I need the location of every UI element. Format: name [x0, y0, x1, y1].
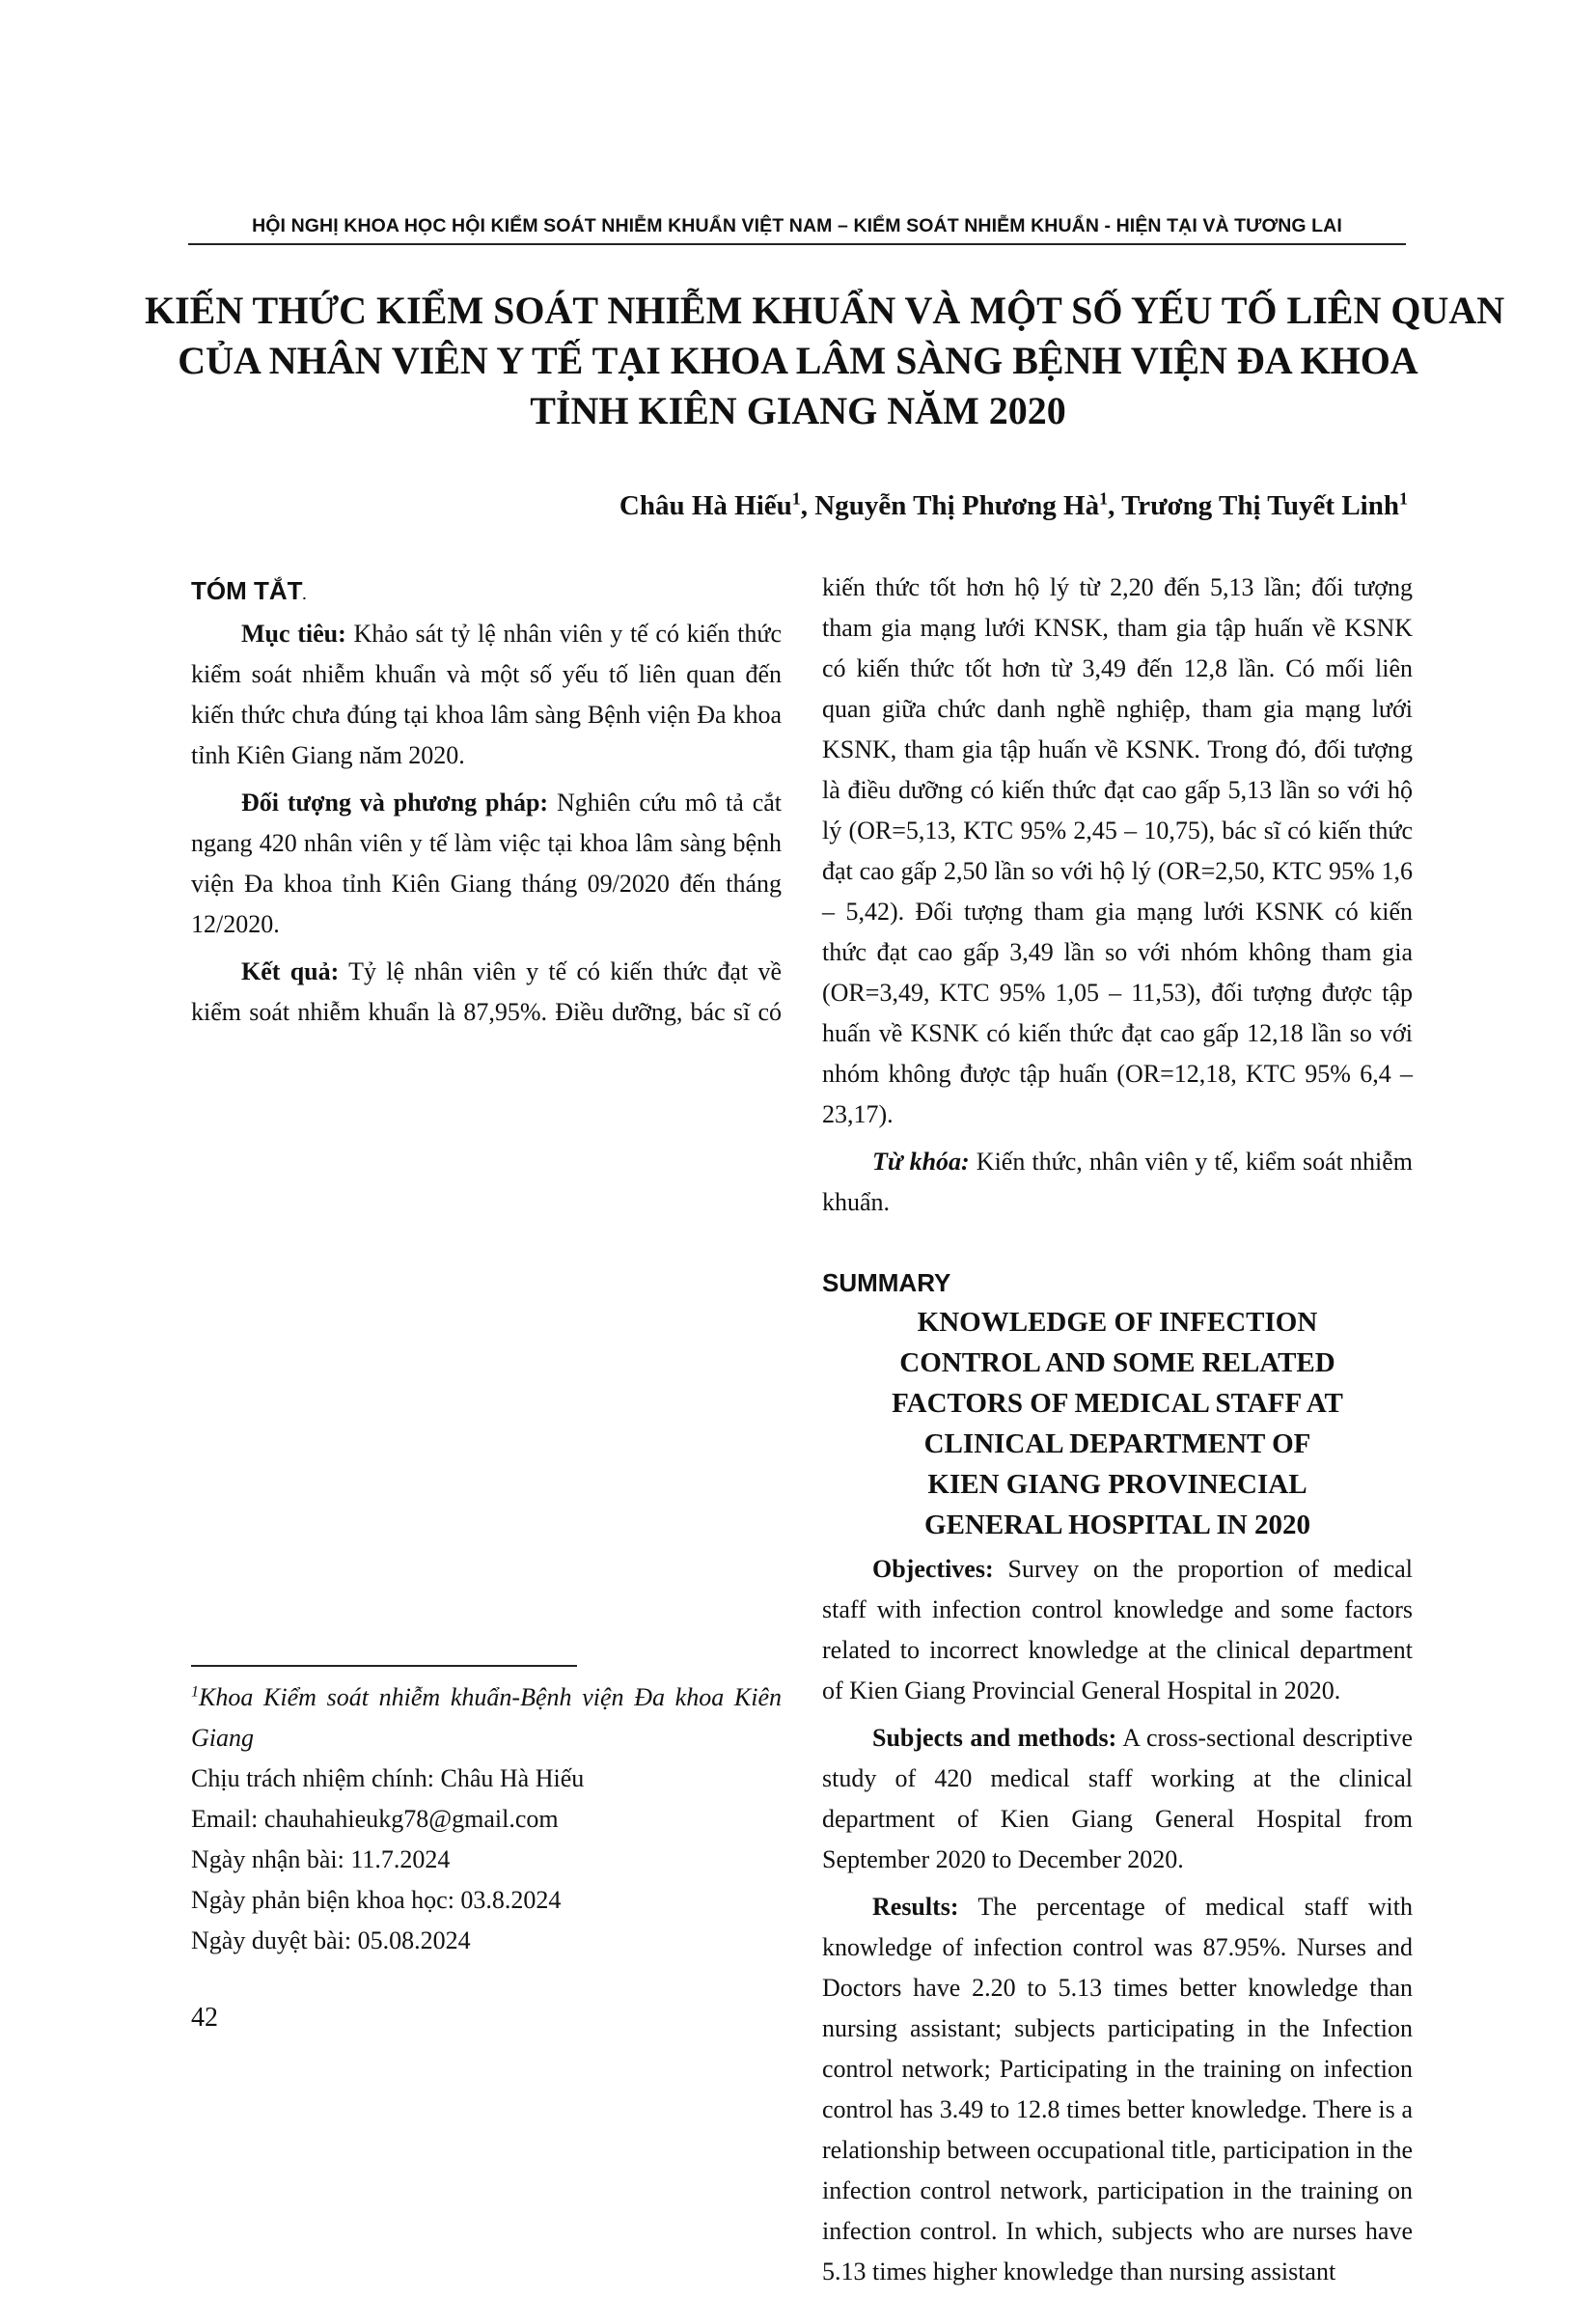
abstract-en-methods [822, 1718, 1413, 1880]
author-affiliation-mark: 1 [1399, 488, 1408, 509]
english-title-line: KIEN GIANG PROVINECIAL [927, 1469, 1307, 1500]
author-list [619, 490, 1408, 522]
objective-text: Khảo sát tỷ lệ nhân viên y tế có kiến thức kiểm soát nhiễm khuẩn và một số yếu tố liên quan đến kiến thức chưa đúng tại khoa lâm sàng Bệnh viện Đa khoa tỉnh Kiên Giang năm 2020. [191, 620, 782, 769]
abstract-vi-results-continued [822, 568, 1413, 1135]
objective-label: Mục tiêu: [241, 620, 346, 648]
results-en-text: The percentage of medical staff with knowledge of infection control was 87.95%. Nurses and Doctors have 2.20 to 5.13 times better knowledge than nursing assistant; subjects participating in the Infection control network; Participating in the training on infection control has 3.49 to 12.8 times better knowledge. There is a relationship between occupational title, participation in the infection control network, participation in the training on infection control. In which, subjects who are nurses have 5.13 times higher knowledge than nursing assistant [822, 1893, 1413, 2285]
author-affiliation-mark: 1 [791, 488, 801, 509]
summary-heading: SUMMARY [822, 1268, 951, 1297]
affiliation-mark: 1 [191, 1683, 199, 1701]
accepted-date: Ngày duyệt bài: 05.08.2024 [191, 1926, 471, 1954]
abstract-en-objectives [822, 1549, 1413, 1711]
author-separator: , [800, 490, 815, 521]
page-number: 42 [191, 2003, 218, 2033]
received-date: Ngày nhận bài: 11.7.2024 [191, 1845, 451, 1873]
results-en-label: Results: [872, 1893, 959, 1921]
right-column [822, 568, 1413, 2299]
keywords-text: Kiến thức, nhân viên y tế, kiểm soát nhiễm khuẩn. [822, 1148, 1413, 1216]
subjects-methods-label: Subjects and methods: [872, 1724, 1117, 1752]
left-column [191, 568, 782, 1039]
author-separator: , [1108, 490, 1122, 521]
reviewed-date: Ngày phản biện khoa học: 03.8.2024 [191, 1886, 562, 1914]
objectives-text: Survey on the proportion of medical staff with infection control knowledge and some factors related to incorrect knowledge at the clinical department of Kien Giang Provincial General Hospital in 2020. [822, 1555, 1413, 1704]
methods-text: Nghiên cứu mô tả cắt ngang 420 nhân viên y tế làm việc tại khoa lâm sàng bệnh viện Đa khoa tỉnh Kiên Giang tháng 09/2020 đến tháng 12/2020. [191, 789, 782, 938]
results-label: Kết quả: [241, 957, 340, 985]
abstract-vi-objective [191, 614, 782, 776]
corresponding-author: Chịu trách nhiệm chính: Châu Hà Hiếu [191, 1764, 585, 1792]
abstract-vi-heading [191, 573, 782, 612]
title-line: KIẾN THỨC KIỂM SOÁT NHIỄM KHUẨN VÀ MỘT SỐ YẾU TỐ LIÊN QUAN [145, 289, 1505, 332]
article-title [145, 286, 1505, 436]
english-title-line: GENERAL HOSPITAL IN 2020 [924, 1510, 1310, 1540]
author-name: Châu Hà Hiếu [619, 490, 792, 521]
english-title-line: KNOWLEDGE OF INFECTION [917, 1307, 1318, 1338]
footnotes [191, 1677, 782, 1961]
methods-label: Đối tượng và phương pháp: [241, 789, 549, 817]
english-title-line: FACTORS OF MEDICAL STAFF AT [892, 1388, 1343, 1419]
header-rule [188, 243, 1406, 245]
affiliation-note [191, 1677, 782, 1759]
results-text: Tỷ lệ nhân viên y tế có kiến thức đạt về kiểm soát nhiễm khuẩn là 87,95%. Điều dưỡng, bác sĩ có [191, 957, 782, 1026]
email-line: Email: chauhahieukg78@gmail.com [191, 1805, 559, 1833]
english-title-line: CONTROL AND SOME RELATED [899, 1347, 1335, 1378]
abstract-vi-results [191, 952, 782, 1033]
english-title-line: CLINICAL DEPARTMENT OF [923, 1428, 1311, 1459]
english-title [822, 1302, 1413, 1545]
results-continuation-text: kiến thức tốt hơn hộ lý từ 2,20 đến 5,13 lần; đối tượng tham gia mạng lưới KNSK, tham gia tập huấn về KSNK có kiến thức tốt hơn từ 3,49 đến 12,8 lần. Có mối liên quan giữa chức danh nghề nghiệp, tham gia mạng lưới KSNK, tham gia tập huấn về KSNK. Trong đó, đối tượng là điều dưỡng có kiến thức đạt cao gấp 5,13 lần so với hộ lý (OR=5,13, KTC 95% 2,45 – 10,75), bác sĩ có kiến thức đạt cao gấp 2,50 lần so với hộ lý (OR=2,50, KTC 95% 1,6 – 5,42). Đối tượng tham gia mạng lưới KSNK có kiến thức đạt cao gấp 3,49 lần so với nhóm không tham gia (OR=3,49, KTC 95% 1,05 – 11,53), đối tượng được tập huấn về KSNK có kiến thức đạt cao gấp 12,18 lần so với nhóm không được tập huấn (OR=12,18, KTC 95% 6,4 – 23,17). [822, 573, 1413, 1128]
abstract-en-results [822, 1887, 1413, 2292]
footnote-rule [191, 1665, 577, 1667]
abstract-vi-heading-text: TÓM TẮT [191, 576, 303, 605]
title-line: CỦA NHÂN VIÊN Y TẾ TẠI KHOA LÂM SÀNG BỆNH VIỆN ĐA KHOA [178, 339, 1418, 382]
affiliation-text: Khoa Kiểm soát nhiễm khuẩn-Bệnh viện Đa khoa Kiên Giang [191, 1683, 782, 1752]
title-line: TỈNH KIÊN GIANG NĂM 2020 [530, 389, 1066, 432]
subjects-methods-text: A cross-sectional descriptive study of 420 medical staff working at the clinical department of Kien Giang General Hospital from September 2020 to December 2020. [822, 1724, 1413, 1873]
abstract-vi-methods [191, 783, 782, 945]
author-name: Trương Thị Tuyết Linh [1121, 490, 1399, 521]
author-name: Nguyễn Thị Phương Hà [814, 490, 1100, 521]
abstract-vi-heading-suffix: . [302, 587, 307, 602]
author-affiliation-mark: 1 [1099, 488, 1109, 509]
running-header: HỘI NGHỊ KHOA HỌC HỘI KIỂM SOÁT NHIỄM KHUẨN VIỆT NAM – KIỂM SOÁT NHIỄM KHUẨN - HIỆN TẠI VÀ TƯƠNG LAI [252, 215, 1342, 236]
abstract-vi-keywords [822, 1142, 1413, 1223]
keywords-label: Từ khóa: [872, 1148, 970, 1176]
objectives-label: Objectives: [872, 1555, 994, 1583]
